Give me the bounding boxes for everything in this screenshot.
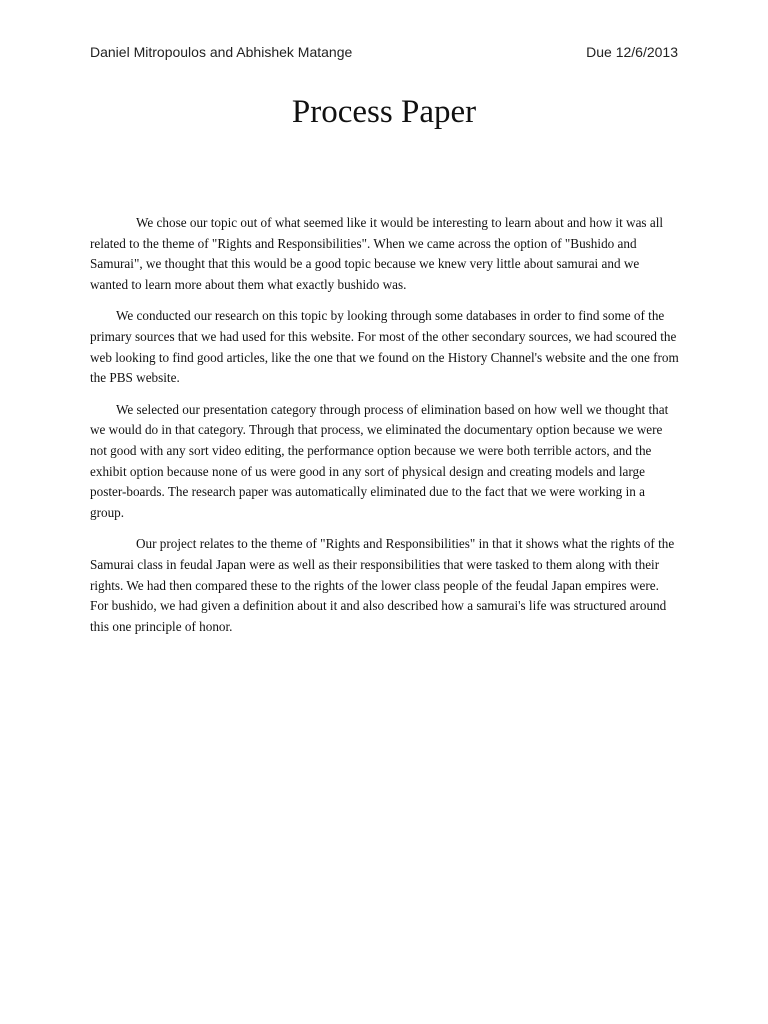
authors-text: Daniel Mitropoulos and Abhishek Matange	[90, 44, 353, 60]
due-date-text: Due 12/6/2013	[586, 44, 678, 60]
document-title: Process Paper	[291, 94, 477, 130]
paragraph-topic-choice: We chose our topic out of what seemed like it would be interesting to learn about and how it was all related to the theme of "Rights and Responsibilities". When we came across the option of "Bushido and Samurai", we thought that this would be a good topic because we knew very little about samurai and we wanted to learn more about them what exactly bushido was.	[90, 215, 664, 292]
document-body	[90, 213, 680, 648]
paragraph-presentation-category: We selected our presentation category through process of elimination based on how well we thought that we would do in that category. Through that process, we eliminated the documentary option because we were not good with any sort video editing, the performance option because we were both terrible actors, and the exhibit option because none of us were good in any sort of physical design and creating models and large poster-boards. The research paper was automatically eliminated due to the fact that we were working in a group.	[90, 401, 669, 520]
paragraph-theme-relation: Our project relates to the theme of "Rights and Responsibilities" in that it shows what the rights of the Samurai class in feudal Japan were as well as their responsibilities that were tasked to them along with their rights. We had then compared these to the rights of the lower class people of the feudal Japan empires were. For bushido, we had given a definition about it and also described how a samurai's life was structured around this one principle of honor.	[90, 536, 675, 634]
paragraph-research: We conducted our research on this topic by looking through some databases in order to find some of the primary sources that we had used for this website. For most of the other secondary sources, we had scoured the web looking to find good articles, like the one that we found on the History Channel's website and the one from the PBS website.	[90, 308, 679, 386]
page-header	[90, 44, 678, 60]
